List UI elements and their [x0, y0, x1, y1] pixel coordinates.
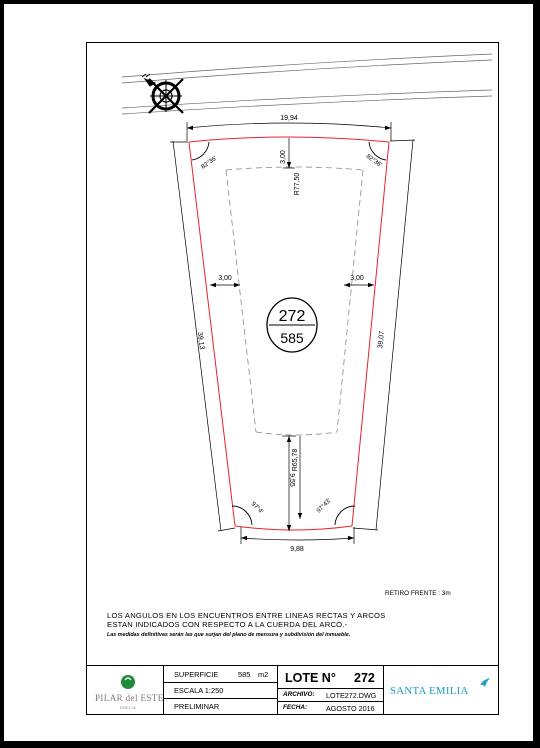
pilar-del-este-logo-sub: ESSEX SA [120, 706, 136, 710]
dim-left: 39,13 [195, 331, 206, 350]
dim-rear: 9,88 [290, 546, 304, 553]
setback-left: 3,00 [218, 275, 232, 282]
fecha-label: FECHA: [283, 704, 308, 711]
title-divider-1 [163, 665, 164, 715]
lot-number: 272 [278, 308, 306, 325]
setback-right: 3,00 [350, 275, 364, 282]
setback-rear: 9,55 [288, 473, 295, 487]
pilar-logo-icon [116, 670, 140, 694]
drawing-sheet [4, 4, 533, 741]
archivo-label: ARCHIVO: [283, 691, 315, 698]
title-row-line-2 [163, 698, 277, 699]
archivo-value: LOTE272.DWG [326, 691, 377, 700]
title-divider-2 [277, 665, 278, 715]
superficie-unit: m2 [258, 670, 269, 679]
bird-logo-icon [479, 677, 491, 689]
radius-front: R77,50 [294, 172, 301, 196]
lote-label: LOTE N° [285, 671, 336, 685]
title-block-top-border [86, 665, 499, 666]
angle-rear-left: 97°4' [249, 500, 265, 516]
radius-rear: R65,78 [292, 448, 299, 472]
lote-value: 272 [354, 671, 375, 685]
note-line-2: ESTAN INDICADOS CON RESPECTO A LA CUERDA DEL ARCO.- [107, 620, 348, 629]
preliminar-label: PRELIMINAR [174, 702, 220, 711]
title-row-line-4 [277, 701, 383, 702]
angle-rear-right: 97°43' [315, 497, 333, 515]
title-row-line-1 [163, 682, 277, 683]
dim-right: 39,07 [377, 330, 386, 349]
angle-front-left: 82°36' [199, 154, 219, 171]
lot-area: 585 [280, 330, 304, 346]
dim-front: 19,94 [280, 115, 298, 122]
lot-plan-drawing [4, 4, 533, 741]
title-block [86, 665, 499, 715]
superficie-label: SUPERFICIE [174, 670, 219, 679]
setback-front: 3,00 [280, 150, 287, 164]
retiro-note: RETIRO FRENTE : 3m [385, 590, 451, 597]
title-row-line-3 [277, 688, 383, 689]
escala-label: ESCALA 1:250 [174, 686, 224, 695]
angle-front-right: 82°36' [364, 152, 384, 169]
pilar-del-este-logo: PILAR del ESTE [95, 693, 164, 703]
superficie-value: 585 [238, 670, 251, 679]
fecha-value: AGOSTO 2016 [326, 704, 375, 713]
title-divider-3 [383, 665, 384, 715]
santa-emilia-logo: SANTA EMILIA [390, 685, 469, 697]
note-line-3: Las medidas definitivas serán las que surjan del plano de mensura y subdivisión del inmueble. [107, 632, 351, 638]
note-line-1: LOS ANGULOS EN LOS ENCUENTROS ENTRE LINEAS RECTAS Y ARCOS [107, 611, 386, 620]
